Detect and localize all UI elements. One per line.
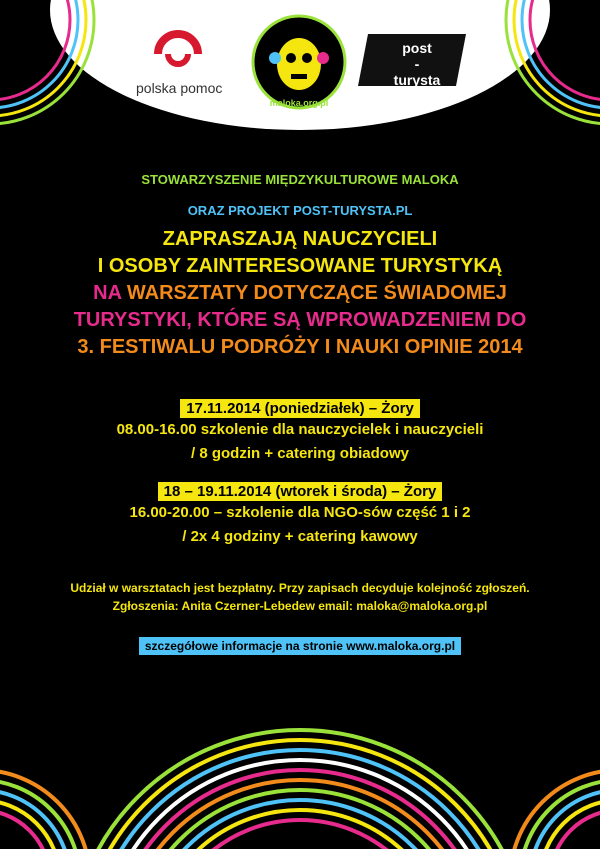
headline-line-3-prefix: NA: [93, 282, 122, 304]
headline-line-3-main: WARSZTATY DOTYCZĄCE ŚWIADOMEJ: [126, 282, 507, 304]
schedule-item: [0, 399, 600, 466]
headline-line-1: ZAPRASZAJĄ NAUCZYCIELI: [162, 228, 438, 250]
headline-line-2: I OSOBY ZAINTERESOWANE TURYSTYKĄ: [97, 255, 503, 277]
logo-bar: [0, 0, 600, 130]
main-content: [0, 172, 600, 655]
polska-pomoc-logo: [150, 28, 206, 76]
headline-line-4: TURYSTYKI, KTÓRE SĄ WPROWADZENIEM DO: [73, 309, 527, 331]
post-turysta-logo-text: [382, 40, 452, 88]
schedule-date: 18 – 19.11.2014 (wtorek i środa) – Żory: [158, 482, 443, 501]
headline-line-3: [0, 280, 600, 307]
schedule-date: 17.11.2014 (poniedziałek) – Żory: [180, 399, 420, 418]
schedule-detail: / 2x 4 godziny + catering kawowy: [182, 528, 418, 545]
info-line-2: Zgłoszenia: Anita Czerner-Lebedew email: maloka@maloka.org.pl: [112, 599, 488, 613]
post-turysta-line-2: -: [414, 56, 420, 72]
post-turysta-line-3: turysta: [393, 72, 441, 88]
info-line-1: Udział w warsztatach jest bezpłatny. Przy zapisach decyduje kolejność zgłoszeń.: [70, 581, 530, 595]
registration-info: [0, 579, 600, 615]
headline-line-5: 3. FESTIWALU PODRÓŻY I NAUKI OPINIE 2014: [77, 336, 523, 358]
maloka-label: maloka.org.pl: [269, 98, 329, 108]
schedule-item: [0, 482, 600, 549]
website-banner[interactable]: szczegółowe informacje na stronie www.maloka.org.pl: [139, 637, 461, 655]
schedule-detail: / 8 godzin + catering obiadowy: [191, 445, 409, 462]
schedule-detail: 08.00-16.00 szkolenie dla nauczycielek i nauczycieli: [116, 421, 484, 438]
schedule-detail: 16.00-20.00 – szkolenie dla NGO-sów część 1 i 2: [129, 504, 471, 521]
schedule: [0, 399, 600, 549]
polska-pomoc-label: polska pomoc: [136, 80, 223, 96]
maloka-logo: [251, 14, 347, 110]
post-turysta-line-1: post: [402, 40, 432, 56]
org-name: STOWARZYSZENIE MIĘDZYKULTUROWE MALOKA: [141, 172, 459, 187]
project-name: ORAZ PROJEKT POST-TURYSTA.PL: [187, 203, 413, 218]
